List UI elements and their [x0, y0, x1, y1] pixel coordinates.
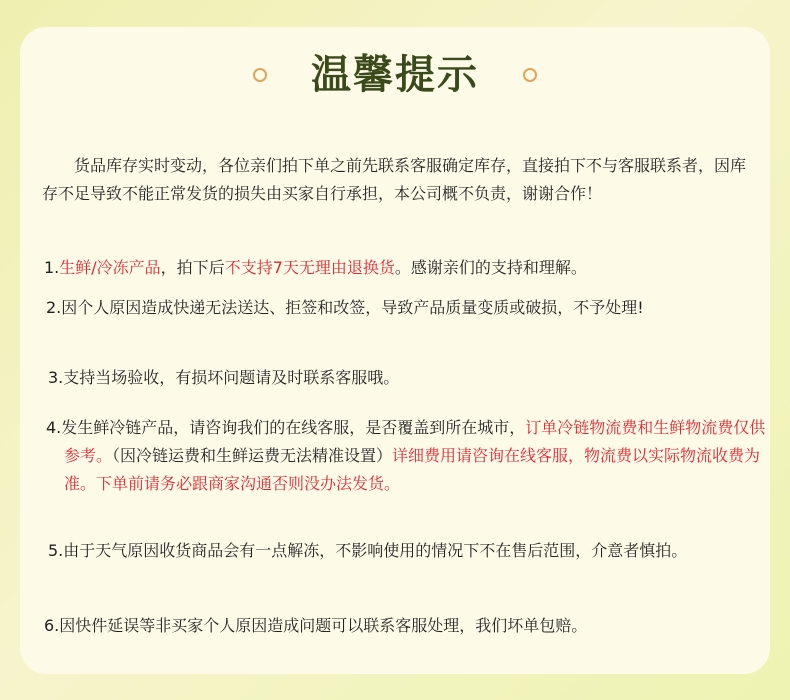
highlight-text: 订单冷链物流费和生鲜物流费仅供参考。: [64, 418, 766, 465]
item-text: 4.发生鲜冷链产品，请咨询我们的在线客服，是否覆盖到所在城市，: [46, 418, 526, 437]
item-number: 1.: [44, 258, 60, 277]
notice-item-2: 2.因个人原因造成快递无法送达、拒签和改签，导致产品质量变质或破损，不予处理!: [46, 298, 644, 317]
item-text: （因冷链运费和生鲜运费无法精准设置）: [112, 446, 393, 465]
notice-item-3: 3.支持当场验收，有损坏问题请及时联系客服哦。: [48, 368, 400, 387]
highlight-text: 不支持7天无理由退换货: [224, 258, 395, 277]
notice-item-6: 6.因快件延误等非买家个人原因造成问题可以联系客服处理，我们坏单包赔。: [44, 616, 588, 635]
notice-card: [20, 27, 770, 674]
item-text: ，拍下后: [160, 258, 225, 277]
notice-item-5: 5.由于天气原因收货商品会有一点解冻，不影响使用的情况下不在售后范围，介意者慎拍。: [48, 541, 688, 560]
circle-ornament-icon: [253, 68, 267, 82]
highlight-text: 生鲜/冷冻产品: [59, 258, 161, 277]
notice-item-4: [46, 414, 770, 498]
circle-ornament-icon: [523, 68, 537, 82]
notice-item-1: [44, 254, 756, 282]
title-row: [0, 50, 790, 100]
intro-paragraph: 货品库存实时变动，各位亲们拍下单之前先联系客服确定库存，直接拍下不与客服联系者，因库存不足导致不能正常发货的损失由买家自行承担，本公司概不负责，谢谢合作！: [42, 156, 747, 203]
page-title: 温馨提示: [311, 51, 479, 98]
item-text: 。感谢亲们的支持和理解。: [394, 258, 587, 277]
highlight-text: 详细费用请咨询在线客服，物流费以实际物流收费为准。下单前请务必跟商家沟通否则没办法发货。: [64, 446, 761, 493]
